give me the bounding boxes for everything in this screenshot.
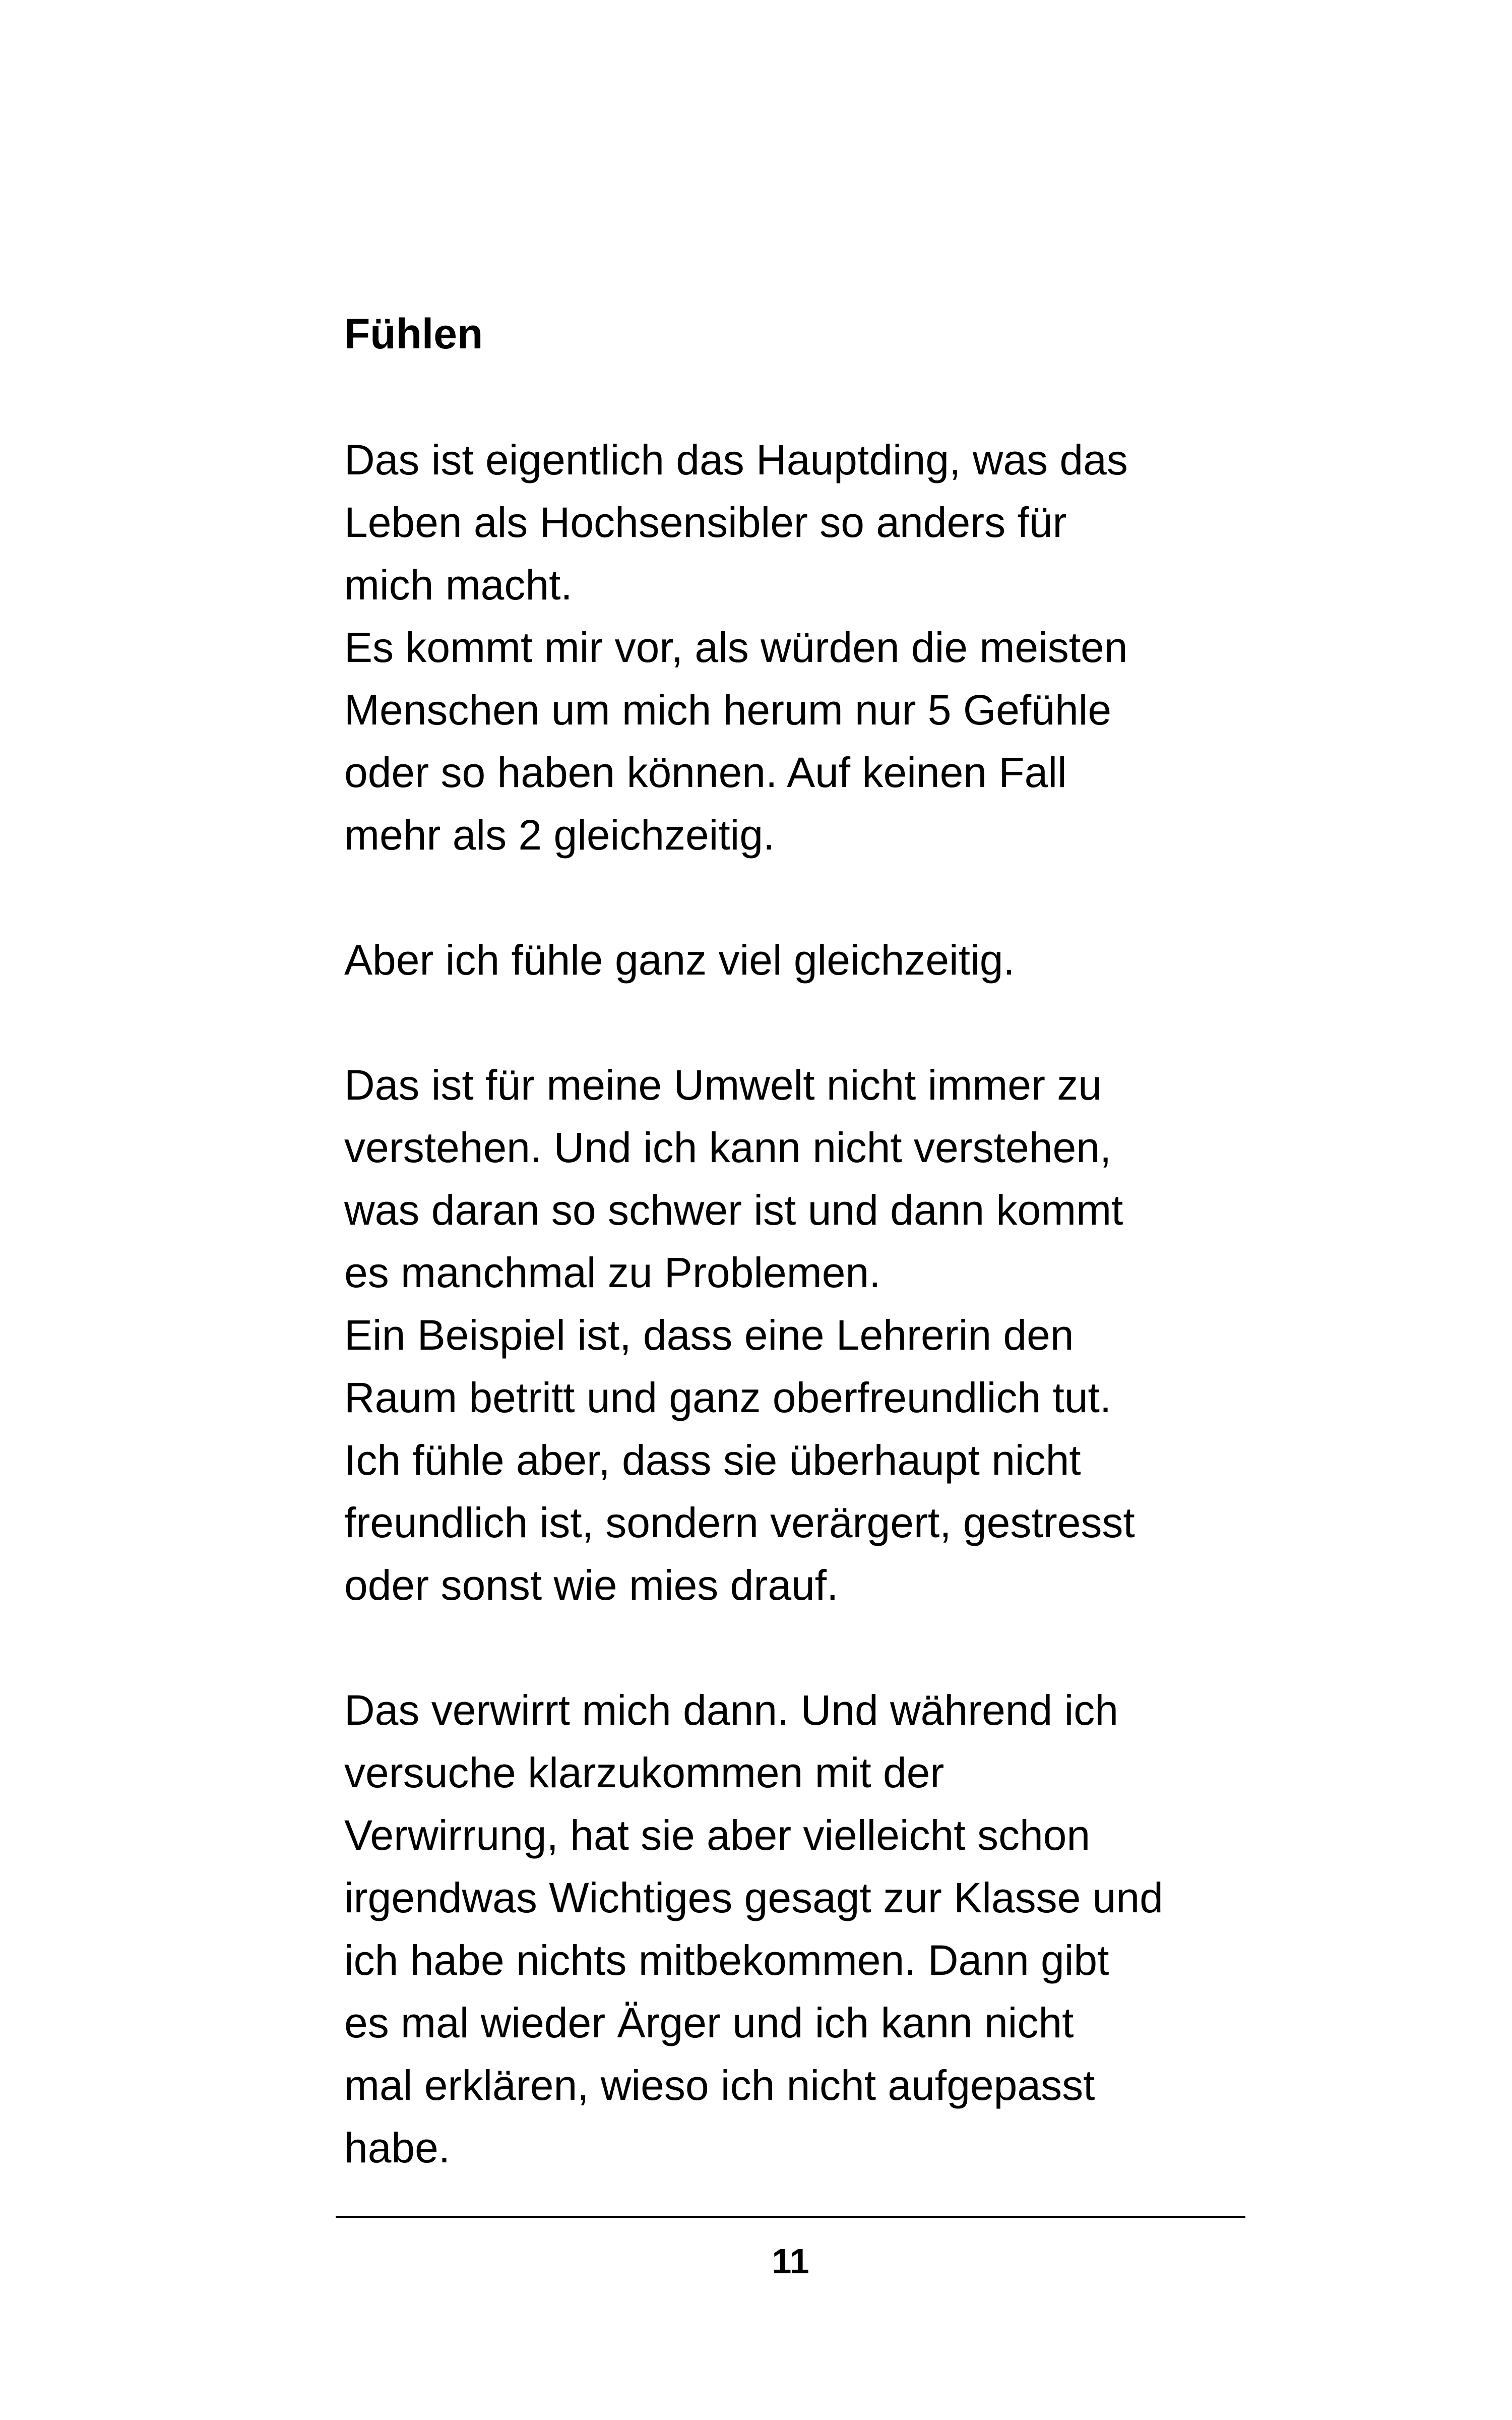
text-line: mal erklären, wieso ich nicht aufgepasst — [344, 2062, 1095, 2109]
text-line: freundlich ist, sondern verärgert, gestresst — [344, 1499, 1135, 1546]
text-line: Es kommt mir vor, als würden die meisten — [344, 624, 1128, 671]
page-number: 11 — [772, 2242, 809, 2281]
text-line: was daran so schwer ist und dann kommt — [344, 1186, 1123, 1234]
text-line: Leben als Hochsensibler so anders für — [344, 499, 1067, 546]
text-line: verstehen. Und ich kann nicht verstehen, — [344, 1124, 1112, 1171]
text-line: es manchmal zu Problemen. — [344, 1249, 881, 1296]
text-line: Das verwirrt mich dann. Und während ich — [344, 1686, 1118, 1734]
chapter-heading: Fühlen — [344, 310, 483, 357]
footer-divider — [336, 2216, 1245, 2218]
text-line: es mal wieder Ärger und ich kann nicht — [344, 1999, 1074, 2046]
text-line: Verwirrung, hat sie aber vielleicht schon — [344, 1811, 1091, 1859]
text-line: mehr als 2 gleichzeitig. — [344, 811, 775, 859]
text-line: habe. — [344, 2124, 451, 2171]
text-line: ich habe nichts mitbekommen. Dann gibt — [344, 1937, 1109, 1984]
text-line: Das ist eigentlich das Hauptding, was das — [344, 436, 1128, 483]
text-line: Ein Beispiel ist, dass eine Lehrerin den — [344, 1311, 1074, 1359]
text-line: oder sonst wie mies drauf. — [344, 1561, 839, 1609]
text-line: Raum betritt und ganz oberfreundlich tut. — [344, 1374, 1112, 1421]
text-line: Das ist für meine Umwelt nicht immer zu — [344, 1061, 1102, 1109]
text-line: Menschen um mich herum nur 5 Gefühle — [344, 686, 1112, 734]
text-line: oder so haben können. Auf keinen Fall — [344, 749, 1067, 796]
text-line: irgendwas Wichtiges gesagt zur Klasse und — [344, 1874, 1163, 1921]
text-line: versuche klarzukommen mit der — [344, 1749, 944, 1796]
text-line: Ich fühle aber, dass sie überhaupt nicht — [344, 1436, 1081, 1484]
text-line: Aber ich fühle ganz viel gleichzeitig. — [344, 936, 1015, 984]
text-line: mich macht. — [344, 561, 573, 609]
